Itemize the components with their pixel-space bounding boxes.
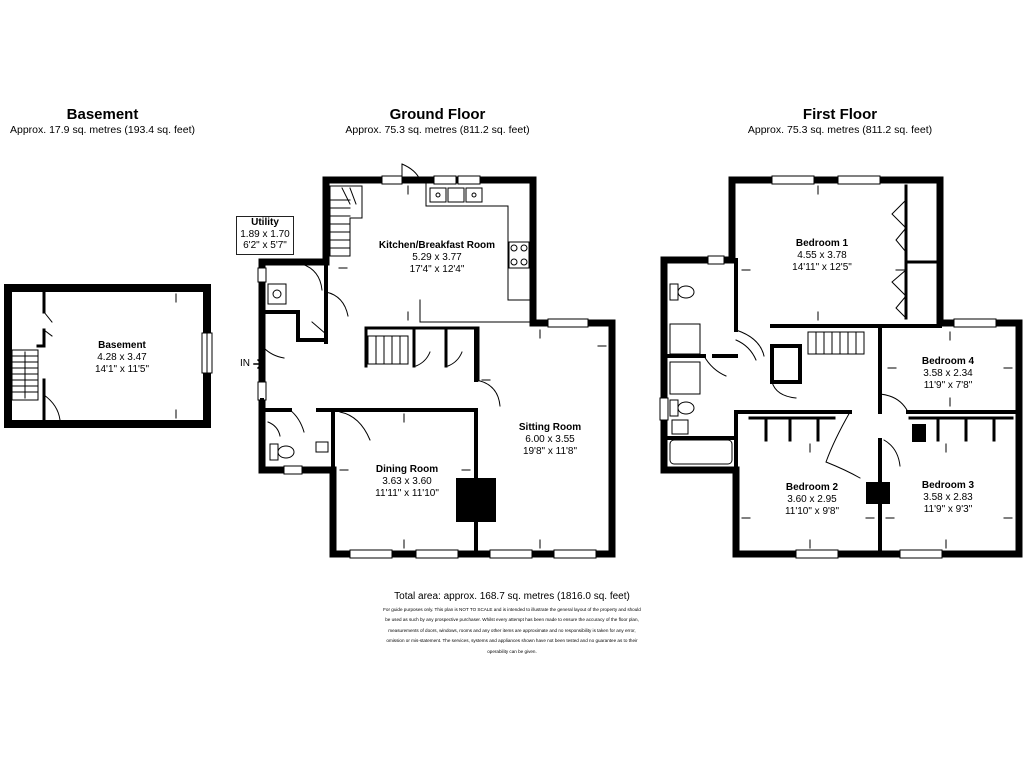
room-label-bedroom-3: [898, 480, 998, 516]
landing-cupboard: [772, 346, 800, 382]
room-dimensions-imperial: 11'10" x 9'8": [784, 506, 840, 517]
room-dimensions-imperial: 6'2" x 5'7": [243, 240, 287, 251]
room-name: Bedroom 1: [795, 238, 849, 249]
room-name: Dining Room: [375, 464, 439, 475]
room-dimensions-metric: 3.63 x 3.60: [382, 476, 432, 487]
entrance-label: IN: [240, 358, 250, 369]
room-name: Basement: [98, 340, 146, 351]
first-stairs: [808, 332, 864, 354]
total-area: Total area: approx. 168.7 sq. metres (1816.0 sq. feet): [394, 591, 630, 602]
room-name: Sitting Room: [518, 422, 582, 433]
bedroom2-3-chimney: [866, 482, 890, 504]
utility-fixtures: [268, 264, 348, 334]
room-dimensions-imperial: 11'11" x 11'10": [375, 488, 439, 499]
ground-door-arcs: [264, 348, 500, 440]
basement-title: Basement: [66, 106, 139, 123]
first-floor-area: Approx. 75.3 sq. metres (811.2 sq. feet): [747, 124, 933, 136]
room-dimensions-metric: 4.28 x 3.47: [97, 352, 147, 363]
room-name: Kitchen/Breakfast Room: [378, 240, 496, 251]
first-floor-title: First Floor: [802, 106, 878, 123]
room-label-bedroom-1: [772, 238, 872, 274]
first-door-arcs: [736, 330, 908, 478]
room-name: Bedroom 2: [785, 482, 839, 493]
basement-area: Approx. 17.9 sq. metres (193.4 sq. feet): [9, 124, 195, 136]
sitting-room-chimney: [456, 478, 496, 522]
room-dimensions-imperial: 19'8" x 11'8": [522, 446, 578, 457]
ground-floor-header: [315, 106, 560, 137]
room-name: Bedroom 4: [921, 356, 975, 367]
room-label-sitting-room: [500, 422, 600, 458]
ground-floor-title: Ground Floor: [389, 106, 486, 123]
bedroom1-wardrobes: [906, 186, 936, 318]
basement-header: [0, 106, 205, 137]
room-label-basement: [62, 340, 182, 376]
kitchen-stairs: [330, 186, 362, 256]
basement-door-arc: [44, 395, 60, 420]
first-floor-header: [720, 106, 960, 137]
room-label-bedroom-2: [762, 482, 862, 518]
room-label-bedroom-4: [898, 356, 998, 392]
room-dimensions-imperial: 14'1" x 11'5": [94, 364, 150, 375]
disclaimer-text: For guide purposes only. This plan is NOT TO SCALE and is intended to illustrate the general layout of the property and should be used as such by any prospective purchaser. Whilst every attempt has been made to ensure the accuracy of the floor plan, measurements of doors, windows, rooms and any other items are approximate and no responsibility is taken for any error, omission or mis-statement. The services, systems and appliances shown have not been tested and no guarantee as to their operability can be given.: [383, 607, 641, 654]
room-name: Utility: [251, 217, 279, 228]
room-label-utility: [236, 216, 294, 255]
room-dimensions-imperial: 11'9" x 7'8": [923, 380, 973, 391]
bedroom2-wardrobes: [750, 418, 834, 440]
room-dimensions-imperial: 14'11" x 12'5": [792, 262, 852, 273]
ground-floor-area: Approx. 75.3 sq. metres (811.2 sq. feet): [345, 124, 530, 136]
wc-fixtures: [268, 422, 328, 460]
room-dimensions-imperial: 11'9" x 9'3": [923, 504, 973, 515]
room-dimensions-metric: 1.89 x 1.70: [240, 228, 290, 240]
basement-stairs: [12, 350, 38, 400]
room-name: Bedroom 3: [921, 480, 975, 491]
room-dimensions-metric: 3.58 x 2.34: [923, 368, 973, 379]
room-dimensions-imperial: 17'4" x 12'4": [409, 264, 465, 275]
room-dimensions-metric: 4.55 x 3.78: [797, 250, 847, 261]
ground-windows: [258, 176, 596, 558]
first-floor-chimney: [912, 424, 926, 442]
room-label-kitchen: [362, 240, 512, 276]
room-dimensions-metric: 3.60 x 2.95: [787, 494, 837, 505]
room-dimensions-metric: 6.00 x 3.55: [525, 434, 575, 445]
room-dimensions-metric: 3.58 x 2.83: [923, 492, 973, 503]
room-label-dining-room: [362, 464, 452, 500]
room-dimensions-metric: 5.29 x 3.77: [412, 252, 462, 263]
